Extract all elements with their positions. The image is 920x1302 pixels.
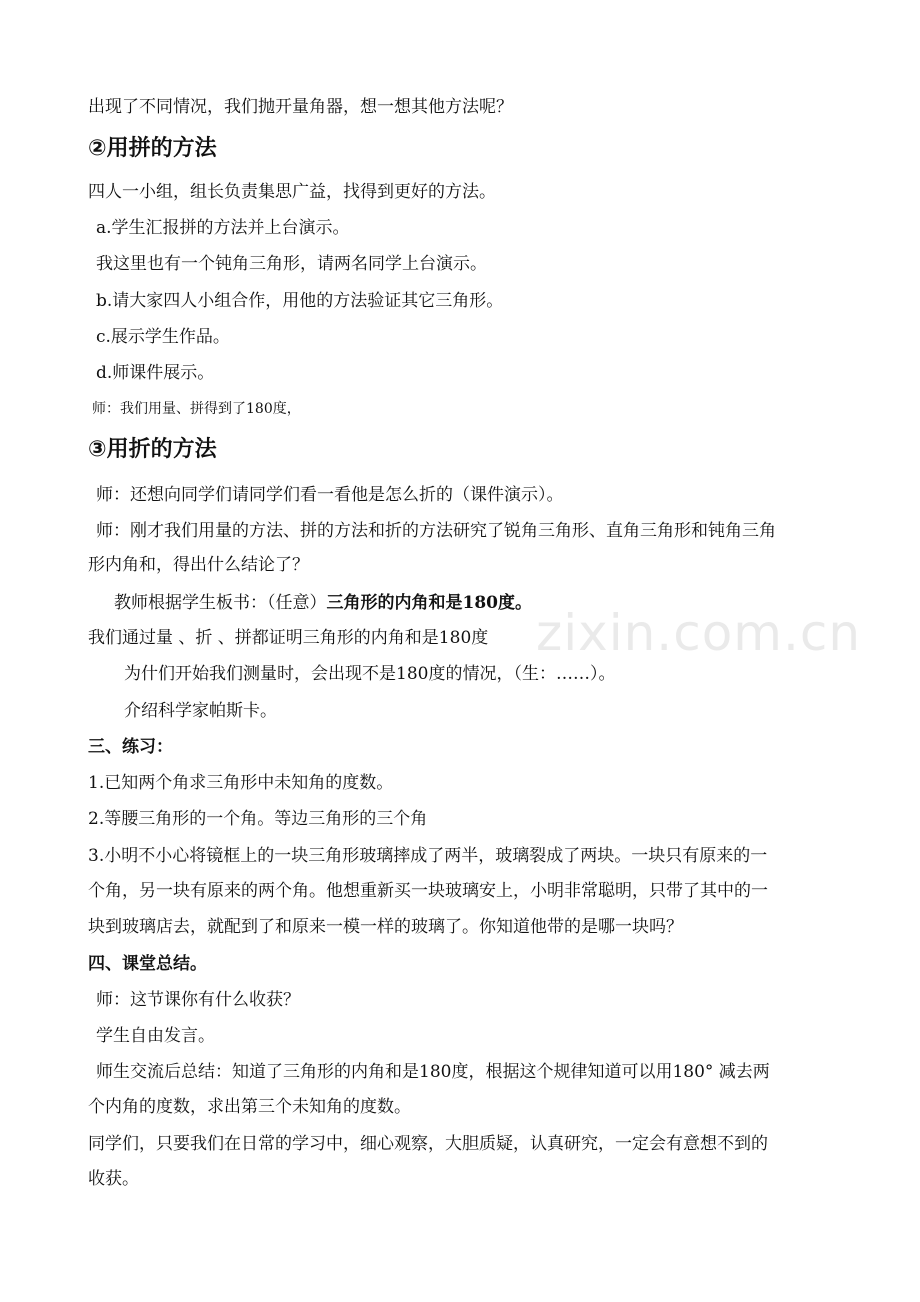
list-item: a.学生汇报拼的方法并上台演示。 <box>96 218 350 238</box>
paragraph-line: 介绍科学家帕斯卡。 <box>124 701 277 721</box>
section-heading-practice: 三、练习： <box>88 737 173 757</box>
section-heading-pin: ②用拼的方法 <box>88 136 217 161</box>
section-heading-zhe: ③用折的方法 <box>88 437 217 462</box>
list-item: c.展示学生作品。 <box>96 327 230 347</box>
paragraph-line: 学生自由发言。 <box>96 1026 215 1046</box>
paragraph-line: 师：刚才我们用量的方法、拼的方法和折的方法研究了锐角三角形、直角三角形和钝角三角 <box>96 521 776 541</box>
watermark: zixin.com.cn <box>536 604 862 662</box>
paragraph-line: 个角，另一块有原来的两个角。他想重新买一块玻璃安上，小明非常聪明，只带了其中的一 <box>88 881 768 901</box>
paragraph-line: 我这里也有一个钝角三角形，请两名同学上台演示。 <box>96 254 487 274</box>
paragraph-line: 师：我们用量、拼得到了180度， <box>92 401 301 417</box>
paragraph-line: 我们通过量 、折 、拼都证明三角形的内角和是180度 <box>88 628 489 648</box>
list-item: 2.等腰三角形的一个角。等边三角形的三个角 <box>88 809 428 829</box>
list-item: d.师课件展示。 <box>96 363 215 383</box>
board-writing-intro: 教师根据学生板书：（任意） <box>114 593 327 613</box>
paragraph-line: 形内角和，得出什么结论了？ <box>88 555 309 575</box>
paragraph-line: 个内角的度数，求出第三个未知角的度数。 <box>88 1097 411 1117</box>
paragraph-line: 同学们，只要我们在日常的学习中，细心观察，大胆质疑，认真研究，一定会有意想不到的 <box>88 1134 768 1154</box>
list-item: b.请大家四人小组合作，用他的方法验证其它三角形。 <box>96 291 504 311</box>
paragraph-line: 块到玻璃店去，就配到了和原来一模一样的玻璃了。你知道他带的是哪一块吗？ <box>88 917 683 937</box>
list-item: 1.已知两个角求三角形中未知角的度数。 <box>88 773 394 793</box>
paragraph-line: 师：这节课你有什么收获？ <box>96 990 300 1010</box>
paragraph-line: 收获。 <box>88 1169 139 1189</box>
paragraph-line: 出现了不同情况，我们抛开量角器，想一想其他方法呢？ <box>88 97 513 117</box>
section-heading-summary: 四、课堂总结。 <box>88 954 207 974</box>
paragraph-line: 四人一小组，组长负责集思广益，找得到更好的方法。 <box>88 182 496 202</box>
paragraph-line: 师：还想向同学们请同学们看一看他是怎么折的（课件演示）。 <box>96 485 564 505</box>
list-item: 3.小明不小心将镜框上的一块三角形玻璃摔成了两半，玻璃裂成了两块。一块只有原来的一 <box>88 846 768 866</box>
board-writing-conclusion: 三角形的内角和是180度。 <box>326 593 532 613</box>
paragraph-line: 师生交流后总结：知道了三角形的内角和是180度，根据这个规律知道可以用180° 减去两 <box>96 1062 770 1082</box>
paragraph-line: 为什们开始我们测量时，会出现不是180度的情况，（生：……）。 <box>124 664 616 684</box>
